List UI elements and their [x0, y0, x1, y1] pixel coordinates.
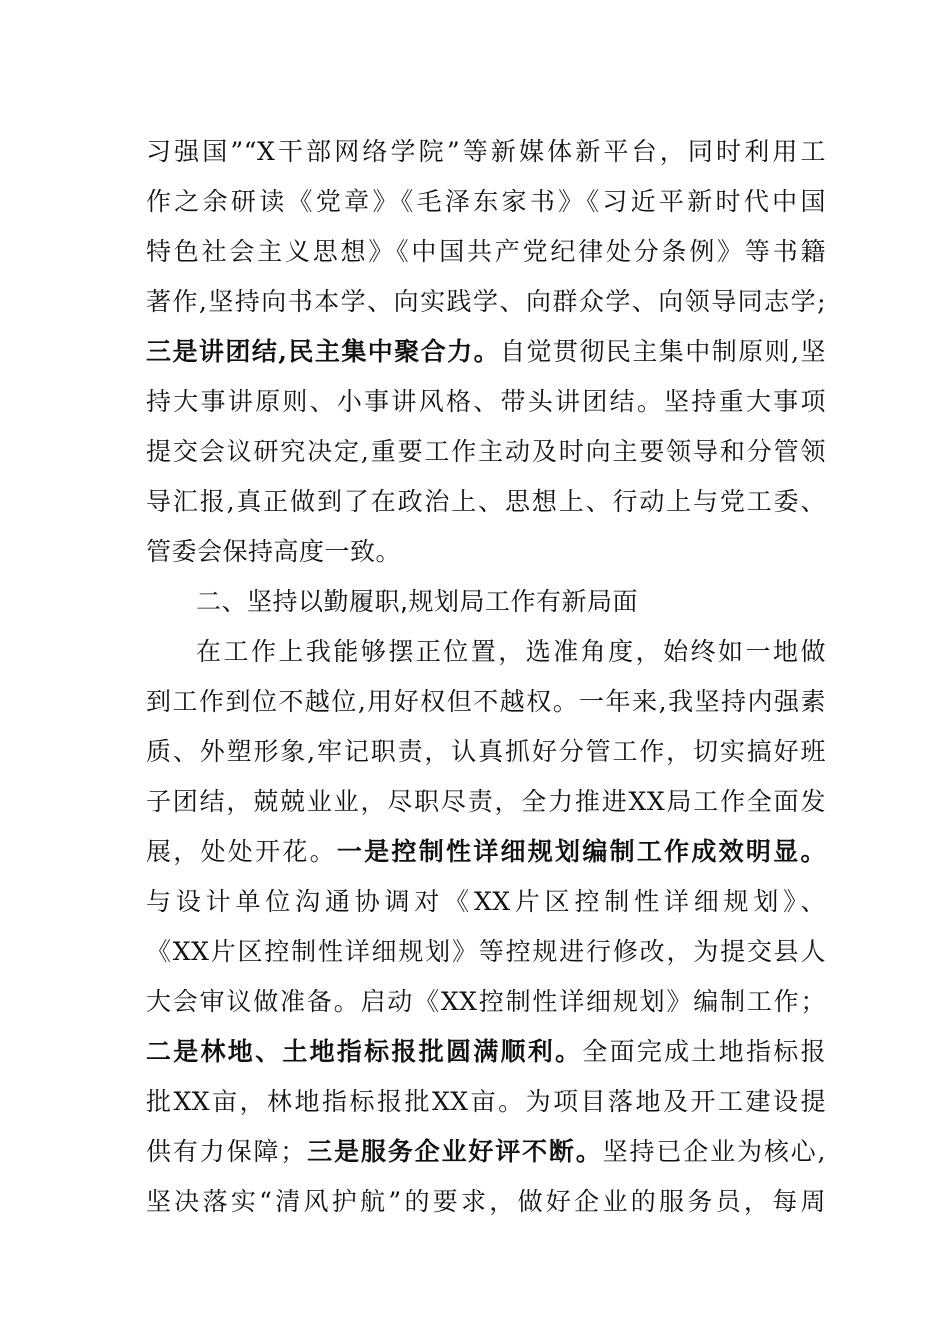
paragraph-line: 坚决落实“清风护航”的要求，做好企业的服务员，每周 — [146, 1187, 826, 1216]
paragraph-line: 大会审议做准备。启动《XX控制性详细规划》编制工作； — [146, 987, 826, 1016]
paragraph-line: 与设计单位沟通协调对《XX片区控制性详细规划》、 — [146, 887, 826, 916]
paragraph-line: 子团结，兢兢业业，尽职尽责，全力推进XX局工作全面发 — [146, 787, 826, 816]
paragraph-line — [146, 832, 826, 872]
bold-phrase: 一是控制性详细规划编制工作成效明显。 — [336, 837, 826, 866]
paragraph-line: 质、外塑形象,牢记职责，认真抓好分管工作，切实搞好班 — [146, 737, 826, 766]
paragraph-line: 特色社会主义思想》《中国共产党纪律处分条例》等书籍 — [146, 237, 826, 266]
section-heading: 二、坚持以勤履职,规划局工作有新局面 — [196, 587, 638, 616]
paragraph-line — [146, 1132, 826, 1172]
paragraph-line: 导汇报,真正做到了在政治上、思想上、行动上与党工委、 — [146, 487, 826, 516]
paragraph-line: 习强国”“X干部网络学院”等新媒体新平台，同时利用工 — [146, 137, 826, 166]
bold-phrase: 二是林地、土地指标报批圆满顺利。 — [146, 1037, 583, 1066]
paragraph-line: 著作,坚持向书本学、向实践学、向群众学、向领导同志学; — [146, 287, 826, 316]
plain-phrase: 自觉贯彻民主集中制原则,坚 — [500, 337, 826, 366]
paragraph-line: 《XX片区控制性详细规划》等控规进行修改，为提交县人 — [146, 937, 826, 966]
bold-phrase: 三是服务企业好评不断。 — [305, 1137, 603, 1166]
paragraph-line: 到工作到位不越位,用好权但不越权。一年来,我坚持内强素 — [146, 687, 826, 716]
paragraph-line — [146, 332, 826, 372]
paragraph-line — [146, 1032, 826, 1072]
plain-phrase: 坚持已企业为核心, — [602, 1137, 826, 1166]
plain-phrase: 展，处处开花。 — [146, 837, 337, 866]
plain-phrase: 供有力保障； — [146, 1137, 306, 1166]
paragraph-line: 提交会议研究决定,重要工作主动及时向主要领导和分管领 — [146, 437, 826, 466]
paragraph-line: 在工作上我能够摆正位置，选准角度，始终如一地做 — [196, 637, 826, 666]
paragraph-line: 管委会保持高度一致。 — [146, 537, 402, 566]
paragraph-line: 作之余研读《党章》《毛泽东家书》《习近平新时代中国 — [146, 187, 826, 216]
paragraph-line: 批XX亩，林地指标报批XX亩。为项目落地及开工建设提 — [146, 1087, 826, 1116]
plain-phrase: 全面完成土地指标报 — [582, 1037, 826, 1066]
paragraph-line: 持大事讲原则、小事讲风格、带头讲团结。坚持重大事项 — [146, 387, 826, 416]
bold-phrase: 三是讲团结,民主集中聚合力。 — [146, 337, 501, 366]
